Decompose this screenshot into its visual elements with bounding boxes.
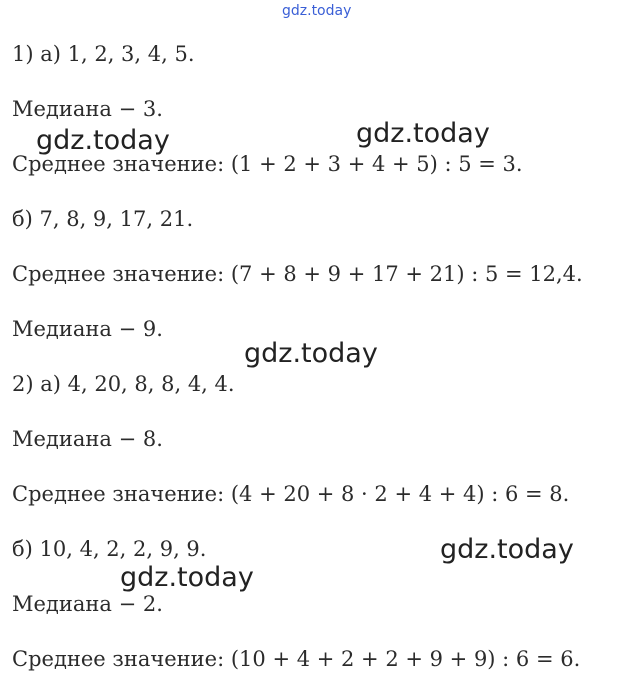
line-1-b-mean: Среднее значение: (7 + 8 + 9 + 17 + 21) : 5 = 12,4. [12, 262, 583, 286]
watermark-3: gdz.today [244, 338, 378, 369]
line-2-a-numbers: 2) а) 4, 20, 8, 8, 4, 4. [12, 372, 235, 396]
watermark-top: gdz.today [282, 3, 352, 19]
line-1-b-numbers: б) 7, 8, 9, 17, 21. [12, 207, 194, 231]
line-2-a-mean: Среднее значение: (4 + 20 + 8 · 2 + 4 + 4) : 6 = 8. [12, 482, 570, 506]
line-1-b-median: Медиана − 9. [12, 317, 163, 341]
line-1-a-median: Медиана − 3. [12, 97, 163, 121]
line-2-a-median: Медиана − 8. [12, 427, 163, 451]
watermark-4: gdz.today [440, 534, 574, 565]
watermark-5: gdz.today [120, 562, 254, 593]
line-2-b-mean: Среднее значение: (10 + 4 + 2 + 2 + 9 + 9) : 6 = 6. [12, 647, 581, 671]
line-2-b-median: Медиана − 2. [12, 592, 163, 616]
line-1-a-mean: Среднее значение: (1 + 2 + 3 + 4 + 5) : 5 = 3. [12, 152, 523, 176]
watermark-2: gdz.today [356, 118, 490, 149]
line-1-a-numbers: 1) а) 1, 2, 3, 4, 5. [12, 42, 195, 66]
watermark-1: gdz.today [36, 125, 170, 156]
line-2-b-numbers: б) 10, 4, 2, 2, 9, 9. [12, 537, 207, 561]
